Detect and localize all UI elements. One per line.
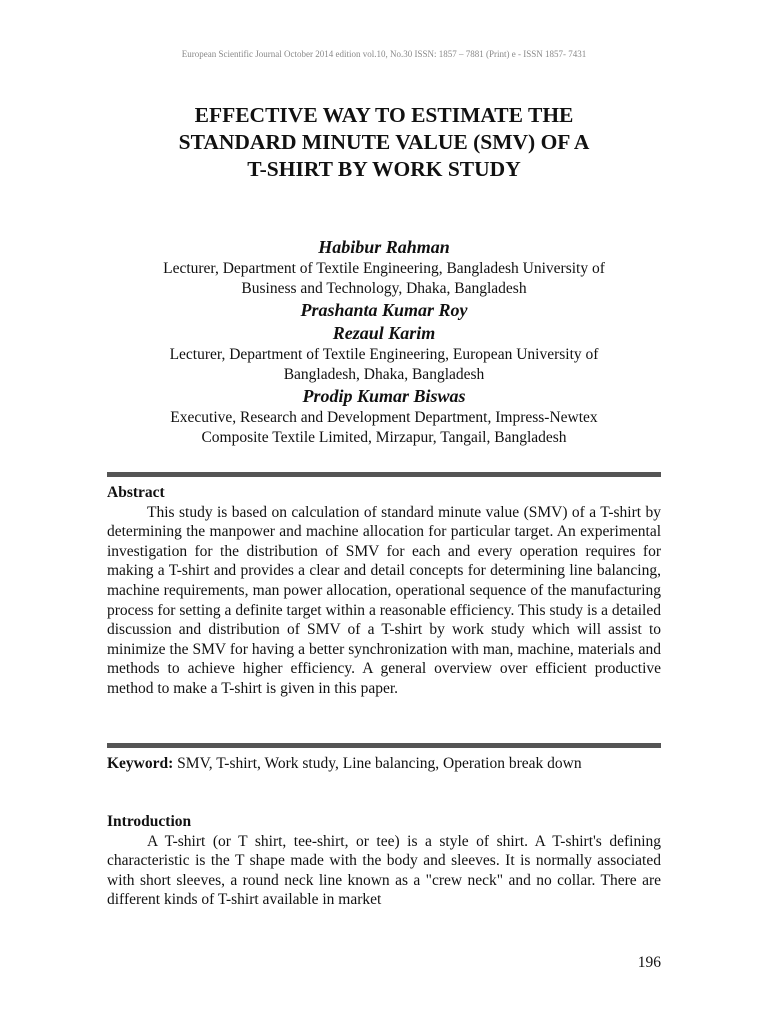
author-affiliation <box>100 345 668 385</box>
author-name: Habibur Rahman <box>318 237 450 257</box>
keyword-label: Keyword: <box>107 755 174 772</box>
abstract-body: This study is based on calculation of standard minute value (SMV) of a T-shirt by determining the manpower and machine allocation for particular target. An experimental investigation for the distribution of SMV for each and every operation requires for making a T-shirt and provides a clear and detail concepts for determining line balancing, machine requirements, man power allocation, operational sequence of the manufacturing process for setting a definite target within a reasonable efficiency. This study is a detailed discussion and distribution of SMV of a T-shirt by work study which will assist to minimize the SMV for having a better synchronization with man, machine, materials and methods to achieve higher efficiency. A general overview over efficient productive method to make a T-shirt is given in this paper. <box>107 503 661 697</box>
affiliation-line: Executive, Research and Development Department, Impress-Newtex <box>170 409 598 426</box>
divider-rule <box>107 743 661 748</box>
affiliation-line: Bangladesh, Dhaka, Bangladesh <box>283 366 485 383</box>
page-number: 196 <box>637 954 661 971</box>
affiliation-line: Business and Technology, Dhaka, Bangladesh <box>241 280 527 297</box>
affiliation-line: Composite Textile Limited, Mirzapur, Tangail, Bangladesh <box>201 429 567 446</box>
author-affiliation <box>100 408 668 448</box>
author-name: Prodip Kumar Biswas <box>302 386 466 406</box>
title-line-1: EFFECTIVE WAY TO ESTIMATE THE <box>194 103 574 127</box>
affiliation-line: Lecturer, Department of Textile Engineering, Bangladesh University of <box>163 260 605 277</box>
author-name: Rezaul Karim <box>332 323 436 343</box>
abstract-heading: Abstract <box>107 484 165 501</box>
introduction-section <box>107 812 661 910</box>
introduction-body: A T-shirt (or T shirt, tee-shirt, or tee) is a style of shirt. A T-shirt's defining characteristic is the T shape made with the body and sleeves. It is normally associated with short sleeves, a round neck line known as a "crew neck" and no collar. There are different kinds of T-shirt available in market <box>107 832 661 909</box>
abstract-section <box>107 483 661 699</box>
running-head: European Scientific Journal October 2014 edition vol.10, No.30 ISSN: 1857 – 7881 (Print) e - ISSN 1857- 7431 <box>181 49 587 59</box>
affiliation-line: Lecturer, Department of Textile Engineering, European University of <box>169 346 599 363</box>
author-block <box>100 236 668 448</box>
keyword-section <box>107 754 661 774</box>
paper-title <box>0 102 768 183</box>
title-line-3: T-SHIRT BY WORK STUDY <box>247 157 521 181</box>
divider-rule <box>107 472 661 477</box>
author-name: Prashanta Kumar Roy <box>300 300 468 320</box>
keyword-text: SMV, T-shirt, Work study, Line balancing, Operation break down <box>173 755 582 772</box>
title-line-2: STANDARD MINUTE VALUE (SMV) OF A <box>178 130 590 154</box>
introduction-heading: Introduction <box>107 813 192 830</box>
author-affiliation <box>100 259 668 299</box>
